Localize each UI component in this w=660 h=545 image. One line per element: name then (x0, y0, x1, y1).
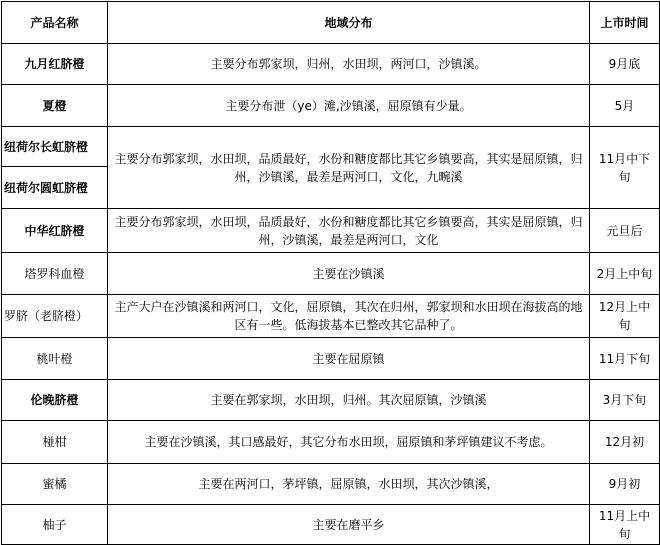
region-cell: 主产大户在沙镇溪和两河口，文化，屈原镇，其次在归州，郭家坝和水田坝在海拔高的地区有一些。低海拔基本已整改其它品种了。 (108, 295, 590, 338)
table-row (2, 295, 660, 338)
table-row (2, 464, 660, 505)
time-cell: 2月上中旬 (590, 253, 660, 295)
region-cell: 主要分布郭家坝，水田坝，品质最好，水份和糖度都比其它乡镇要高，其实是屈原镇，归州，沙镇溪，最差是两河口，文化 (108, 209, 590, 253)
table-row (2, 209, 660, 253)
product-name-cell: 夏橙 (2, 85, 108, 127)
product-name-cell: 椪柑 (2, 421, 108, 464)
region-cell: 主要分布郭家坝，水田坝，品质最好，水份和糖度都比其它乡镇要高，其实是屈原镇，归州，沙镇溪，最差是两河口，文化，九畹溪 (108, 127, 590, 209)
product-name-cell: 中华红脐橙 (2, 209, 108, 253)
product-name-cell: 纽荷尔圆虹脐橙 (2, 167, 108, 209)
product-name-cell: 桃叶橙 (2, 338, 108, 380)
product-name-cell: 罗脐（老脐橙） (2, 295, 108, 338)
table-row (2, 85, 660, 127)
header-launch-time: 上市时间 (590, 2, 660, 44)
header-product-name: 产品名称 (2, 2, 108, 44)
time-cell: 11月下旬 (590, 338, 660, 380)
region-cell: 主要在两河口，茅坪镇，屈原镇，水田坝，其次沙镇溪， (108, 464, 590, 505)
region-cell: 主要在屈原镇 (108, 338, 590, 380)
time-cell: 9月初 (590, 464, 660, 505)
header-row (2, 2, 660, 44)
time-cell: 11月中下旬 (590, 127, 660, 209)
time-cell: 12月初 (590, 421, 660, 464)
region-cell: 主要分布郭家坝，归州，水田坝，两河口，沙镇溪。 (108, 44, 590, 85)
table-row (2, 380, 660, 421)
product-name-cell: 伦晚脐橙 (2, 380, 108, 421)
product-name-cell: 塔罗科血橙 (2, 253, 108, 295)
product-name-cell: 柚子 (2, 505, 108, 545)
table-row (2, 44, 660, 85)
product-table (1, 1, 660, 545)
header-region: 地域分布 (108, 2, 590, 44)
table-row (2, 421, 660, 464)
table-row (2, 505, 660, 545)
product-name-cell: 九月红脐橙 (2, 44, 108, 85)
table-row (2, 338, 660, 380)
product-name-cell: 蜜橘 (2, 464, 108, 505)
time-cell: 3月下旬 (590, 380, 660, 421)
time-cell: 元旦后 (590, 209, 660, 253)
region-cell: 主要在郭家坝，水田坝，归州。其次屈原镇，沙镇溪 (108, 380, 590, 421)
time-cell: 11月上中旬 (590, 505, 660, 545)
table-row (2, 127, 660, 167)
region-cell: 主要在沙镇溪 (108, 253, 590, 295)
region-cell: 主要分布泄（ye）滩,沙镇溪，屈原镇有少量。 (108, 85, 590, 127)
product-name-cell: 纽荷尔长虹脐橙 (2, 127, 108, 167)
table-row (2, 253, 660, 295)
region-cell: 主要在沙镇溪，其口感最好，其它分布水田坝，屈原镇和茅坪镇建议不考虑。 (108, 421, 590, 464)
time-cell: 12月上中旬 (590, 295, 660, 338)
time-cell: 5月 (590, 85, 660, 127)
time-cell: 9月底 (590, 44, 660, 85)
region-cell: 主要在磨平乡 (108, 505, 590, 545)
